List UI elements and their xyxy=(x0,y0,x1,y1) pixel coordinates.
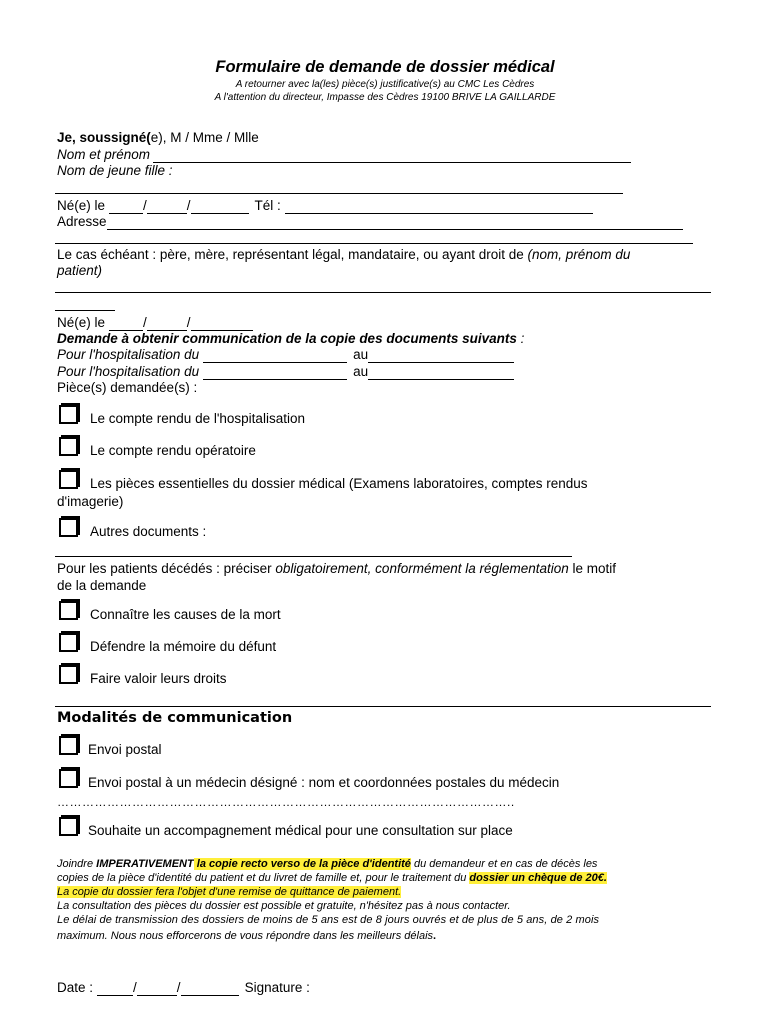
date-month-field[interactable] xyxy=(137,983,177,996)
je-soussigne-bold: Je, soussigné( xyxy=(57,130,151,145)
slash: / xyxy=(143,315,147,330)
naissance2-row xyxy=(57,315,253,331)
checkbox-defendre-memoire[interactable] xyxy=(59,633,78,652)
checkbox-envoi-postal[interactable] xyxy=(59,736,78,755)
adresse-row xyxy=(57,214,683,230)
label-faire-valoir-droits: Faire valoir leurs droits xyxy=(90,671,227,686)
hospit1-row xyxy=(57,347,514,363)
note-copies: copies de la pièce d'identité du patient et du livret de famille et, pour le traitement du xyxy=(57,872,470,884)
checkbox-causes-mort[interactable] xyxy=(59,601,78,620)
section-divider xyxy=(55,706,711,707)
note-piece-identite: la copie recto verso de la pièce d'identité xyxy=(193,858,411,870)
note-joindre: Joindre xyxy=(57,858,97,870)
deceased-text-cont: de la demande xyxy=(57,578,147,593)
checkbox-autres-documents[interactable] xyxy=(59,518,78,537)
label-cr-hospitalisation: Le compte rendu de l'hospitalisation xyxy=(90,411,305,426)
slash: / xyxy=(133,980,137,995)
slash: / xyxy=(186,315,191,330)
naissance-tel-row xyxy=(57,198,593,214)
slash: / xyxy=(176,980,181,995)
note-line-4: La consultation des pièces du dossier est possible et gratuite, n'hésitez pas à nous contacter. xyxy=(57,900,511,912)
label-defendre-memoire: Défendre la mémoire du défunt xyxy=(90,639,277,654)
tel-label: Tél : xyxy=(254,198,281,213)
label-envoi-postal: Envoi postal xyxy=(88,742,162,757)
note-delais: maximum. Nous nous efforcerons de vous répondre dans les meilleurs délais xyxy=(57,930,434,942)
patient-label: patient) xyxy=(57,263,103,278)
tel-field[interactable] xyxy=(285,201,593,214)
label-envoi-medecin: Envoi postal à un médecin désigné : nom et coordonnées postales du médecin xyxy=(88,775,560,790)
ayant-droit-field[interactable] xyxy=(55,292,711,293)
hospit2-label: Pour l'hospitalisation du xyxy=(57,364,200,379)
date-label: Date : xyxy=(57,980,94,995)
form-subtitle-address: A l'attention du directeur, Impasse des Cèdres 19100 BRIVE LA GAILLARDE xyxy=(214,92,556,103)
ne-le2-label: Né(e) le xyxy=(57,315,106,330)
checkbox-cr-operatoire[interactable] xyxy=(59,437,78,456)
ne-le-label: Né(e) le xyxy=(57,198,106,213)
deceased-text xyxy=(57,561,616,577)
identity-je-soussigne xyxy=(57,130,259,146)
label-pieces-essentielles: Les pièces essentielles du dossier médical (Examens laboratoires, comptes rendus xyxy=(90,476,588,491)
ayant-droit-field-cont[interactable] xyxy=(55,310,115,311)
hospit2-from-field[interactable] xyxy=(203,367,347,380)
birth2-day-field[interactable] xyxy=(109,318,143,331)
checkbox-envoi-medecin[interactable] xyxy=(59,769,78,788)
date-signature-row xyxy=(57,980,310,996)
label-accompagnement: Souhaite un accompagnement médical pour une consultation sur place xyxy=(88,823,513,838)
label-causes-mort: Connaître les causes de la mort xyxy=(90,607,281,622)
adresse-label: Adresse xyxy=(57,214,107,229)
note-demandeur: du demandeur et en cas de décès les xyxy=(410,858,598,870)
signature-label: Signature : xyxy=(244,980,310,995)
nom-jeune-fille-label: Nom de jeune fille : xyxy=(57,163,173,178)
adresse-field-line2[interactable] xyxy=(55,243,693,244)
cas-echeant-label: Le cas échéant : père, mère, représentant légal, mandataire, ou ayant droit de xyxy=(57,247,528,262)
form-subtitle-return: A retourner avec la(les) pièce(s) justificative(s) au CMC Les Cèdres xyxy=(235,79,535,90)
nom-prenom-field[interactable] xyxy=(153,150,631,163)
je-soussigne-rest: e), M / Mme / Mlle xyxy=(150,130,259,145)
checkbox-accompagnement[interactable] xyxy=(59,817,78,836)
autres-documents-field[interactable] xyxy=(55,556,572,557)
request-heading-colon: : xyxy=(516,331,525,346)
medecin-dotted-field[interactable]: ……………………………………………………………………………………………….. xyxy=(57,795,515,809)
birth-year-field[interactable] xyxy=(191,201,249,214)
deceased-text-end: le motif xyxy=(568,561,617,576)
label-pieces-essentielles-cont: d'imagerie) xyxy=(57,494,124,509)
hospit1-to-field[interactable] xyxy=(368,350,514,363)
label-autres-documents: Autres documents : xyxy=(90,524,207,539)
birth2-month-field[interactable] xyxy=(147,318,187,331)
note-line-1 xyxy=(57,858,597,871)
note-period: . xyxy=(433,930,437,942)
request-heading xyxy=(57,331,524,347)
note-line-6 xyxy=(57,930,436,943)
note-line-5: Le délai de transmission des dossiers de moins de 5 ans est de 8 jours ouvrés et de plus de 5 ans, de 2 mois xyxy=(57,914,600,926)
checkbox-pieces-essentielles[interactable] xyxy=(59,470,78,489)
pieces-label: Pièce(s) demandée(s) : xyxy=(57,380,198,395)
birth-month-field[interactable] xyxy=(147,201,187,214)
hospit1-from-field[interactable] xyxy=(203,350,347,363)
hospit2-au: au xyxy=(353,364,369,379)
adresse-field[interactable] xyxy=(107,217,683,230)
deceased-text-italic: obligatoirement, conformément la réglementation xyxy=(275,561,569,576)
request-heading-text: Demande à obtenir communication de la copie des documents suivants xyxy=(57,331,517,346)
deceased-text-start: Pour les patients décédés : préciser xyxy=(57,561,276,576)
form-title: Formulaire de demande de dossier médical xyxy=(215,58,555,76)
date-day-field[interactable] xyxy=(97,983,133,996)
birth-day-field[interactable] xyxy=(109,201,143,214)
note-quittance: La copie du dossier fera l'objet d'une remise de quittance de paiement. xyxy=(57,886,402,898)
modalites-heading: Modalités de communication xyxy=(57,710,293,726)
note-imperativement: IMPERATIVEMENT xyxy=(96,858,194,870)
note-line-2 xyxy=(57,872,607,885)
nom-prenom-label: Nom et prénom xyxy=(57,147,151,162)
note-cheque: dossier un chèque de 20€. xyxy=(469,872,607,884)
checkbox-cr-hospitalisation[interactable] xyxy=(59,405,78,424)
birth2-year-field[interactable] xyxy=(191,318,253,331)
nom-jeune-fille-field[interactable] xyxy=(55,193,623,194)
nom-prenom-row xyxy=(57,147,631,163)
date-year-field[interactable] xyxy=(181,983,239,996)
cas-echeant-italic: (nom, prénom du xyxy=(527,247,631,262)
note-line-3 xyxy=(57,886,401,899)
slash: / xyxy=(143,198,147,213)
hospit1-au: au xyxy=(353,347,369,362)
hospit1-label: Pour l'hospitalisation du xyxy=(57,347,200,362)
hospit2-row xyxy=(57,364,514,380)
label-cr-operatoire: Le compte rendu opératoire xyxy=(90,443,256,458)
checkbox-faire-valoir-droits[interactable] xyxy=(59,665,78,684)
slash: / xyxy=(186,198,191,213)
hospit2-to-field[interactable] xyxy=(368,367,514,380)
cas-echeant-text xyxy=(57,247,630,263)
